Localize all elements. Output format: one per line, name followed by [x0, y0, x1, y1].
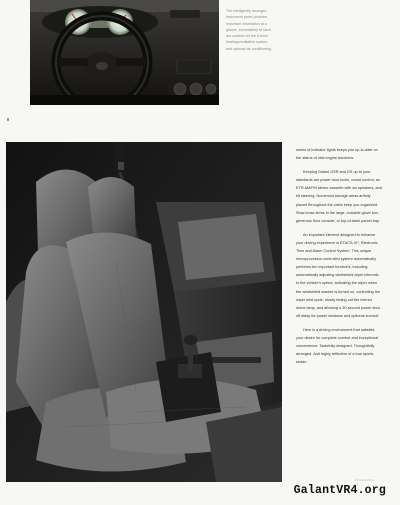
dashboard-caption: The intelligently arranged instrument panel provides important information at a glance. Immediately at hand are controls for the 6-level heating/ventilation system and optional air conditioning. — [226, 9, 272, 51]
site-watermark: GalantVR4.org — [293, 484, 386, 497]
dashboard-photo — [30, 0, 219, 105]
body-copy — [296, 146, 382, 372]
page-credit: Mitsubishi Motors — [355, 479, 375, 482]
margin-mark — [7, 118, 9, 121]
body-paragraph: An important element designed to enhance your driving experience is ETACS-IV*, Electronic Time and Alarm Control System. This unique microprocessor-controlled system automatically performs ten important functions, including automatically adjusting windshield wiper intervals to the vehicle's speed, activating the wiper when the windshield washer is turned on, controlling the wiper mist cycle, slowly fading out the interior dome lamp, and allowing a 30-second power shut-off delay for power windows and optional sunroof. — [296, 232, 381, 318]
body-paragraph: series of indicator lights keeps you up-to-date on the status of vital engine functions. — [296, 148, 378, 161]
body-paragraph: Keeping Galant GSR and GS up to your standards are power door locks, cruise control, an ETR AM/FM stereo cassette with six speakers, and tilt steering. Numerous storage areas artfully placed throughout the cabin keep you organized. Stow loose items in the large, lockable glove box, generous floor console, or top-of-dash parcel tray. — [296, 170, 382, 223]
interior-seats-photo — [6, 142, 282, 482]
body-paragraph: Here is a driving environment that satisfies your desire for complete comfort and exceptional convenience. Tastefully designed. Thoughtfully arranged. And highly reflective of a true sports sedan. — [296, 327, 379, 365]
